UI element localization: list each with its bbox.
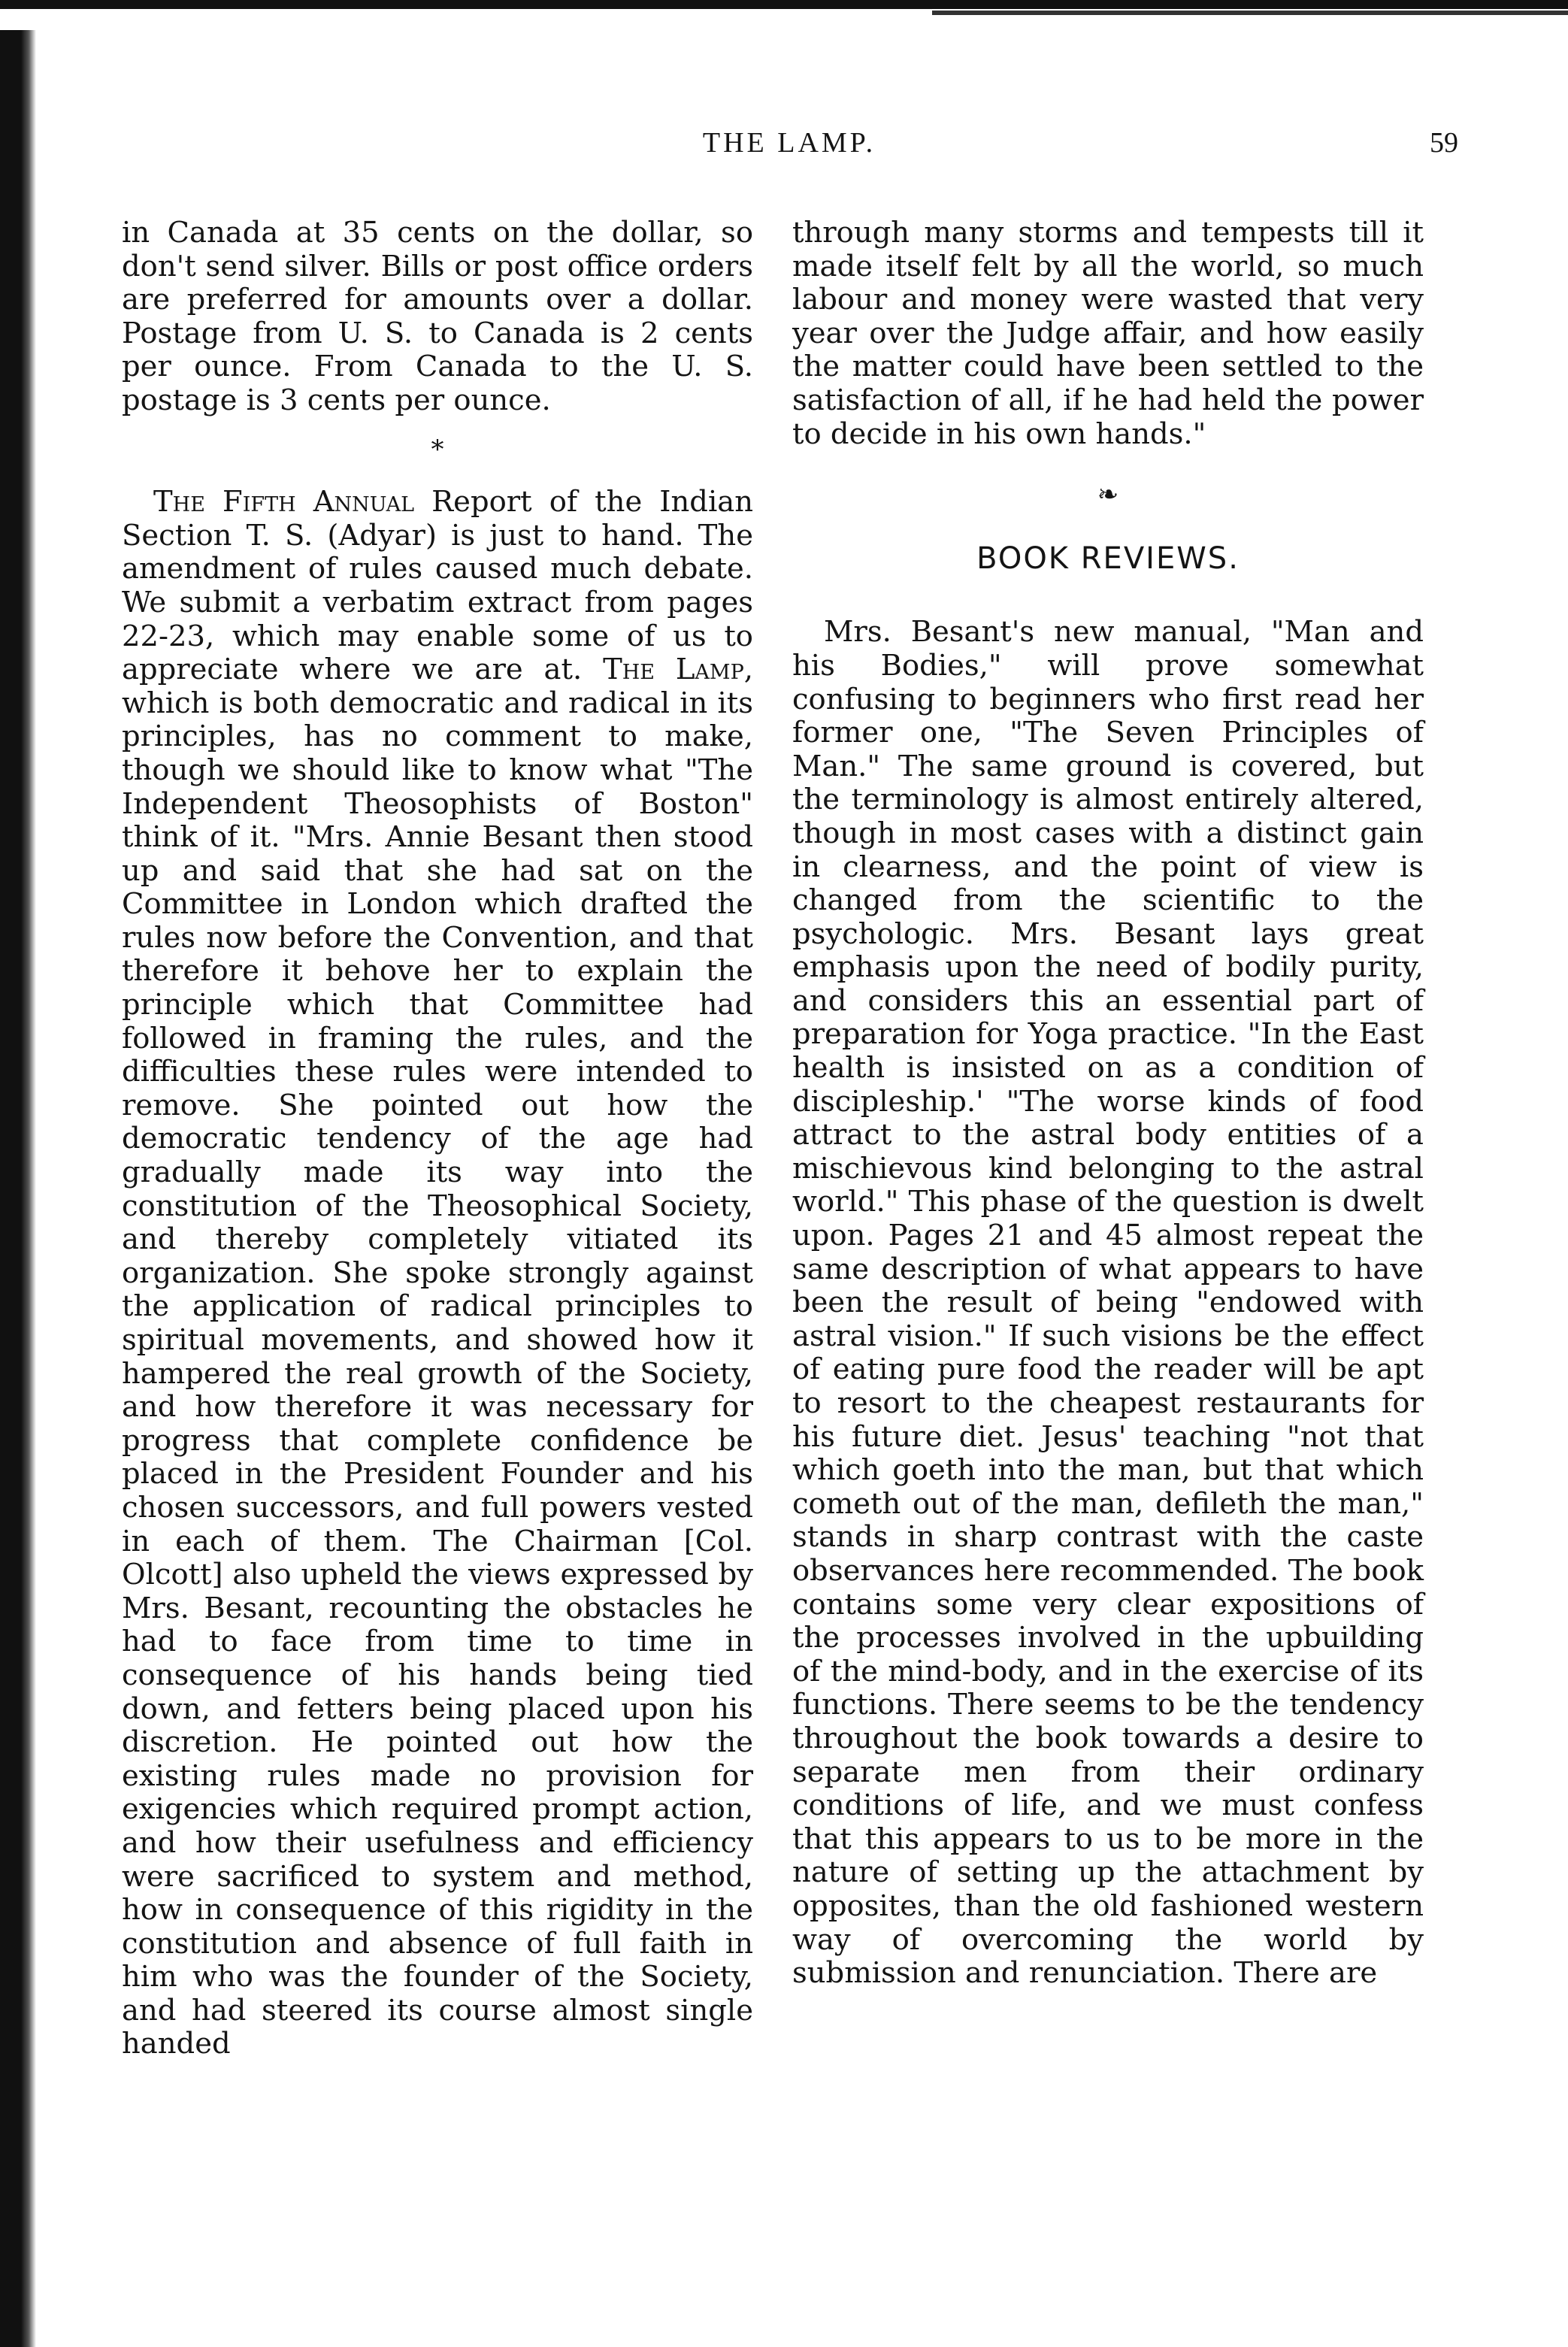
page-header bbox=[120, 126, 1458, 171]
section-heading: BOOK REVIEWS. bbox=[976, 541, 1240, 576]
top-rule bbox=[0, 0, 1568, 9]
left-paragraph-2 bbox=[122, 486, 753, 2061]
paragraph-body: Report of the Indian Section T. S. (Adyar) is just to hand. The amendment of rules caused much debate. We submit a verbatim extract from pages 22-23, which may enable some of us to appreciate where we are at. bbox=[122, 485, 754, 687]
scan-left-edge bbox=[0, 30, 36, 2347]
right-paragraph-2: Mrs. Besant's new manual, "Man and his Bodies," will prove somewhat confusing to beginners who first read her former one, "The Seven Principles of Man." The same ground is covered, but the terminology is almost entirely altered, though in most cases with a distinct gain in clearness, and the point of view is changed from the scientific to the psychologic. Mrs. Besant lays great emphasis upon the need of bodily purity, and considers this an essential part of preparation for Yoga practice. "In the East health is insisted on as a condition of discipleship.' "The worse kinds of food attract to the astral body entities of a mischievous kind belonging to the astral world." This phase of the question is dwelt upon. Pages 21 and 45 almost repeat the same description of what appears to have been the result of being "endowed with astral vision." If such visions be the effect of eating pure food the reader will be apt to resort to the cheapest restaurants for his future diet. Jesus' teaching "not that which goeth into the man, but that which cometh out of the man, defileth the man," stands in sharp contrast with the caste observances here recommended. The book contains some very clear expositions of the processes involved in the upbuilding of the mind-body, and in the exercise of its functions. There seems to be the tendency throughout the book towards a desire to separate men from their ordinary conditions of life, and we must confess that this appears to us to be more in the nature of setting up the attachment by opposites, than the old fashioned western way of overcoming the world by submission and renunciation. There are bbox=[792, 615, 1424, 1991]
fleuron-separator-icon: ❧ bbox=[1097, 480, 1119, 510]
paragraph-lead: The Fifth Annual bbox=[153, 485, 415, 519]
right-column bbox=[792, 217, 1424, 1991]
right-paragraph-1: through many storms and tempests till it made itself felt by all the world, so much labour and money were wasted that very year over the Judge affair, and how easily the matter could have been settled to the satisfaction of all, if he had held the power to decide in his own hands." bbox=[792, 216, 1424, 451]
page-number: 59 bbox=[1430, 127, 1458, 159]
top-rule-secondary bbox=[932, 11, 1568, 15]
the-lamp-name: The Lamp bbox=[603, 653, 744, 687]
asterisk-separator: * bbox=[431, 434, 444, 465]
left-paragraph-1: in Canada at 35 cents on the dollar, so don't send silver. Bills or post office orders are preferred for amounts over a dollar. Postage from U. S. to Canada is 2 cents per ounce. From Canada to the U. S. postage is 3 cents per ounce. bbox=[122, 216, 753, 417]
paragraph-rest: , which is both democratic and radical in its principles, has no comment to make, though we should like to know what "The Independent Theosophists of Boston" think of it. "Mrs. Annie Besant then stood up and said that she had sat on the Committee in London which drafted the rules now before the Convention, and that therefore it behove her to explain the principle which that Committee had followed in framing the rules, and the difficulties these rules were intended to remove. She pointed out how the democratic tendency of the age had gradually made its way into the constitution of the Theosophical Society, and thereby completely vitiated its organization. She spoke strongly against the application of radical principles to spiritual movements, and showed how it hampered the real growth of the Society, and how therefore it was necessary for progress that complete confidence be placed in the President Founder and his chosen successors, and full powers vested in each of them. The Chairman [Col. Olcott] also upheld the views expressed by Mrs. Besant, recounting the obstacles he had to face from time to time in consequence of his hands being tied down, and fetters being placed upon his discretion. He pointed out how the existing rules made no provision for exigencies which required prompt action, and how their usefulness and efficiency were sacrificed to system and method, how in consequence of this rigidity in the constitution and absence of full faith in him who was the founder of the Society, and had steered its course almost single handed bbox=[122, 653, 753, 2061]
running-head: THE LAMP. bbox=[702, 127, 876, 159]
left-column bbox=[122, 217, 753, 2061]
